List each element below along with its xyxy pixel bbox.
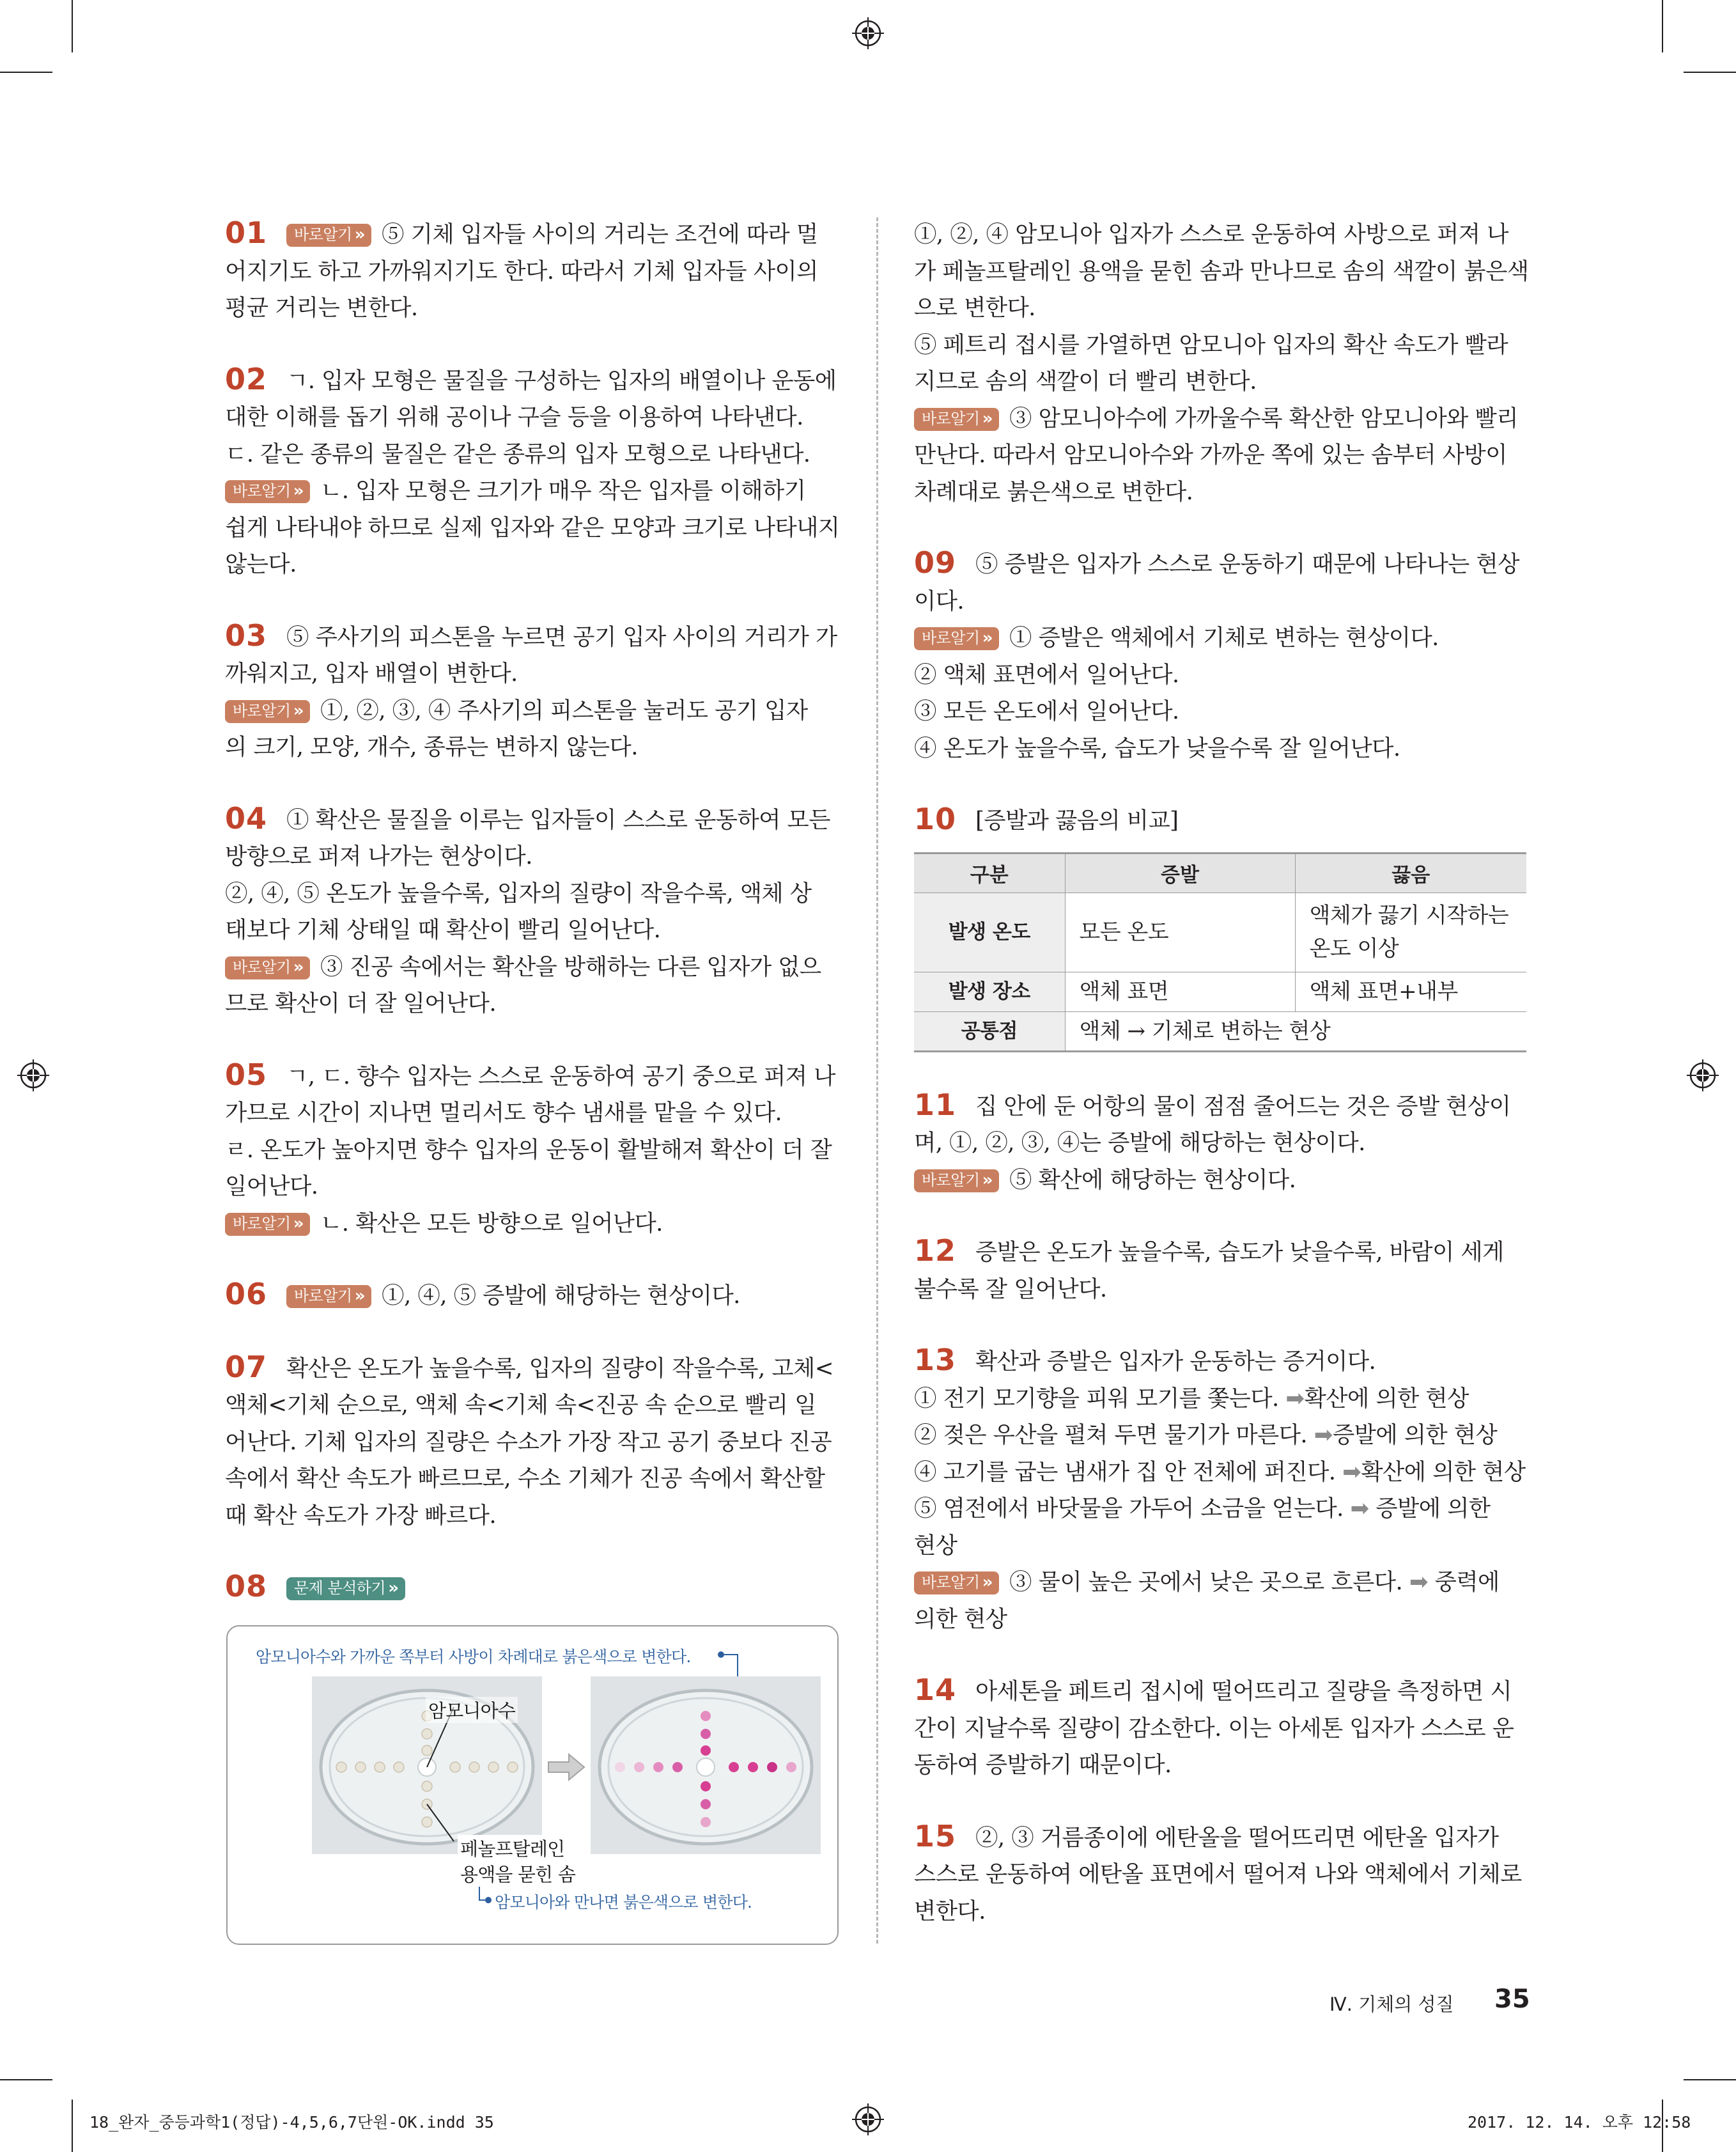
registration-mark-icon xyxy=(852,17,884,49)
answer-line: 바로알기 » ③ 암모니아수에 가까울수록 확산한 암모니아와 빨리 xyxy=(914,400,1526,437)
answer-line: 불수록 잘 일어난다. xyxy=(914,1275,1107,1302)
correction-badge: 바로알기 » xyxy=(225,956,310,979)
correction-badge: 바로알기 » xyxy=(914,1169,999,1192)
answer-line xyxy=(225,1570,839,1607)
table-row xyxy=(914,893,1526,972)
table-header: 증발 xyxy=(1065,853,1295,893)
answer-line: 액체<기체 순으로, 액체 속<기체 속<진공 속 순으로 빨리 일 xyxy=(225,1392,816,1418)
correction-badge: 바로알기 » xyxy=(914,408,999,431)
answer-line: 13 확산과 증발은 입자가 운동하는 증거이다. xyxy=(914,1343,1376,1377)
arrow-right-icon xyxy=(547,1753,585,1781)
answer-line: 바로알기 » ㄴ. 입자 모형은 크기가 매우 작은 입자를 이해하기 xyxy=(225,472,839,510)
answer-line: 태보다 기체 상태일 때 확산이 빨리 일어난다. xyxy=(225,917,661,943)
table-header-row xyxy=(914,853,1526,893)
answer-number: 15 xyxy=(914,1818,957,1853)
answer-09 xyxy=(914,546,1526,767)
answer-number: 06 xyxy=(225,1277,268,1311)
answer-line: 동하여 증발하기 때문이다. xyxy=(914,1752,1172,1778)
answer-number: 08 xyxy=(225,1569,268,1603)
answer-line: ② 액체 표면에서 일어난다. xyxy=(914,661,1179,688)
answer-line: 때 확산 속도가 가장 빠르다. xyxy=(225,1502,497,1529)
answer-line: 지므로 솜의 색깔이 더 빨리 변한다. xyxy=(914,368,1257,394)
answer-02 xyxy=(225,363,839,583)
correction-badge: 바로알기 » xyxy=(225,480,310,503)
table-cell: 액체 표면+내부 xyxy=(1295,972,1526,1011)
cotton-label-1: 페놀프탈레인 xyxy=(458,1835,567,1861)
answer-12 xyxy=(914,1234,1526,1307)
crop-mark xyxy=(72,0,73,52)
table-cell: 모든 온도 xyxy=(1065,893,1295,972)
double-chevron-icon: » xyxy=(293,481,304,501)
answer-line: 며, ①, ②, ③, ④는 증발에 해당하는 현상이다. xyxy=(914,1130,1365,1156)
arrow-right-icon: ➡ xyxy=(1314,1422,1333,1448)
answer-line: 쉽게 나타내야 하므로 실제 입자와 같은 모양과 크기로 나타내지 xyxy=(225,514,840,541)
answer-01 xyxy=(225,216,839,327)
answer-line: 바로알기 » ㄴ. 확산은 모든 방향으로 일어난다. xyxy=(225,1205,839,1242)
answer-number: 01 xyxy=(225,215,268,250)
answer-line: 가 페놀프탈레인 용액을 묻힌 솜과 만나므로 솜의 색깔이 붉은색 xyxy=(914,258,1529,285)
crop-mark xyxy=(1662,0,1663,52)
answer-line: ② 젖은 우산을 펼쳐 두면 물기가 마른다. ➡증발에 의한 현상 xyxy=(914,1422,1498,1448)
answer-line: 03 ⑤ 주사기의 피스톤을 누르면 공기 입자 사이의 거리가 가 xyxy=(225,618,837,653)
answer-line: 차례대로 붉은색으로 변한다. xyxy=(914,478,1193,505)
registration-mark-icon xyxy=(1687,1059,1719,1091)
registration-mark-icon xyxy=(17,1059,49,1091)
answer-line: 대한 이해를 돕기 위해 공이나 구슬 등을 이용하여 나타낸다. xyxy=(225,404,803,430)
answer-number: 14 xyxy=(914,1672,957,1707)
answer-line: 의 크기, 모양, 개수, 종류는 변하지 않는다. xyxy=(225,734,638,760)
answer-line: 이다. xyxy=(914,588,965,614)
answer-line: 가므로 시간이 지나면 멀리서도 향수 냄새를 맡을 수 있다. xyxy=(225,1100,782,1126)
answer-line: 02 ㄱ. 입자 모형은 물질을 구성하는 입자의 배열이나 운동에 xyxy=(225,361,837,396)
arrow-right-icon: ➡ xyxy=(1350,1495,1369,1522)
answer-08-continued xyxy=(914,216,1529,510)
answer-number: 04 xyxy=(225,800,268,836)
table-cell: 액체가 끓기 시작하는 온도 이상 xyxy=(1295,893,1526,972)
answer-line: 어난다. 기체 입자의 질량은 수소가 가장 작고 공기 중보다 진공 xyxy=(225,1428,832,1455)
answer-06 xyxy=(225,1277,839,1314)
answer-line: 의한 현상 xyxy=(914,1605,1007,1632)
answer-line: 05 ㄱ, ㄷ. 향수 입자는 스스로 운동하여 공기 중으로 퍼져 나 xyxy=(225,1057,835,1092)
answer-14 xyxy=(914,1673,1526,1784)
correction-badge: 바로알기 » xyxy=(225,1213,310,1236)
page-number: 35 xyxy=(1494,1984,1530,2014)
answer-04 xyxy=(225,802,839,1022)
double-chevron-icon: » xyxy=(293,957,304,977)
answer-10 xyxy=(914,802,1526,1052)
answer-number: 07 xyxy=(225,1349,268,1384)
answer-line: 바로알기 » ③ 물이 높은 곳에서 낮은 곳으로 흐른다. ➡ 중력에 xyxy=(914,1564,1526,1601)
answer-line: 않는다. xyxy=(225,551,297,577)
section-title: Ⅳ. 기체의 성질 xyxy=(1329,1993,1454,2015)
crop-mark xyxy=(0,2079,52,2080)
row-header: 공통점 xyxy=(914,1011,1065,1051)
table-row xyxy=(914,1011,1526,1051)
print-slug-file: 18_완자_중등과학1(정답)-4,5,6,7단원-OK.indd 35 xyxy=(89,2113,494,2132)
petri-dish-after-photo xyxy=(591,1676,821,1854)
answer-number: 03 xyxy=(225,618,268,653)
left-column xyxy=(225,216,839,1642)
answer-line xyxy=(914,802,1526,839)
table-title: [증발과 끓음의 비교] xyxy=(975,807,1179,834)
answer-line: 현상 xyxy=(914,1532,957,1559)
answer-line: ②, ④, ⑤ 온도가 높을수록, 입자의 질량이 작을수록, 액체 상 xyxy=(225,880,812,907)
crop-mark xyxy=(1684,2079,1736,2080)
answer-number: 12 xyxy=(914,1233,957,1268)
answer-number: 05 xyxy=(225,1057,268,1092)
answer-03 xyxy=(225,619,839,766)
answer-line: 바로알기 » ① 증발은 액체에서 기체로 변하는 현상이다. xyxy=(914,620,1526,657)
print-slug-date: 2017. 12. 14. 오후 12:58 xyxy=(1468,2113,1691,2132)
double-chevron-icon: » xyxy=(293,1213,304,1233)
arrow-right-icon: ➡ xyxy=(1285,1385,1305,1412)
figure-caption-top: 암모니아수와 가까운 쪽부터 사방이 차례대로 붉은색으로 변한다. xyxy=(256,1648,691,1666)
answer-line: ① 전기 모기향을 피워 모기를 쫓는다. ➡확산에 의한 현상 xyxy=(914,1385,1469,1412)
answer-13 xyxy=(914,1343,1526,1637)
answer-line: 바로알기 » ①, ②, ③, ④ 주사기의 피스톤을 눌러도 공기 입자 xyxy=(225,692,839,729)
answer-line: ④ 고기를 굽는 냄새가 집 안 전체에 퍼진다. ➡확산에 의한 현상 xyxy=(914,1458,1526,1485)
answer-number: 13 xyxy=(914,1343,957,1377)
double-chevron-icon: » xyxy=(354,225,366,244)
answer-line: ⑤ 페트리 접시를 가열하면 암모니아 입자의 확산 속도가 빨라 xyxy=(914,331,1508,358)
answer-number: 10 xyxy=(914,802,957,836)
double-chevron-icon: » xyxy=(354,1286,366,1306)
answer-line: 변한다. xyxy=(914,1898,986,1924)
answer-number: 02 xyxy=(225,361,268,396)
answer-line: 바로알기 » ⑤ 확산에 해당하는 현상이다. xyxy=(914,1162,1526,1199)
answer-line: 07 확산은 온도가 높을수록, 입자의 질량이 작을수록, 고체< xyxy=(225,1349,833,1384)
right-column xyxy=(914,216,1529,1965)
answer-line: ④ 온도가 높을수록, 습도가 낮을수록 잘 일어난다. xyxy=(914,735,1400,761)
double-chevron-icon: » xyxy=(982,628,993,648)
registration-mark-icon xyxy=(852,2103,884,2135)
answer-line: 11 집 안에 둔 어항의 물이 점점 줄어드는 것은 증발 현상이 xyxy=(914,1087,1511,1122)
table-row xyxy=(914,972,1526,1011)
answer-line: 스스로 운동하여 에탄올 표면에서 떨어져 나와 액체에서 기체로 xyxy=(914,1861,1522,1887)
answer-line: 방향으로 퍼져 나가는 현상이다. xyxy=(225,843,532,869)
double-chevron-icon: » xyxy=(982,409,993,428)
table-header: 구분 xyxy=(914,853,1065,893)
answer-15 xyxy=(914,1820,1526,1930)
double-chevron-icon: » xyxy=(293,701,304,721)
answer-number: 09 xyxy=(914,545,957,580)
answer-08 xyxy=(225,1570,839,1607)
correction-badge: 바로알기 » xyxy=(286,1285,371,1308)
double-chevron-icon: » xyxy=(982,1573,993,1592)
answer-line: 어지기도 하고 가까워지기도 한다. 따라서 기체 입자들 사이의 xyxy=(225,258,818,285)
crop-mark xyxy=(0,72,52,73)
answer-line: 14 아세톤을 페트리 접시에 떨어뜨리고 질량을 측정하면 시 xyxy=(914,1672,1512,1707)
experiment-figure xyxy=(226,1625,839,1945)
answer-number: 11 xyxy=(914,1087,957,1122)
answer-11 xyxy=(914,1088,1526,1199)
analysis-badge: 문제 분석하기 » xyxy=(286,1577,405,1600)
table-cell: 액체 표면 xyxy=(1065,972,1295,1011)
ammonia-label: 암모니아수 xyxy=(426,1697,518,1723)
table-header: 끓음 xyxy=(1295,853,1526,893)
answer-05 xyxy=(225,1058,839,1242)
answer-line: 평균 거리는 변한다. xyxy=(225,295,418,321)
answer-07 xyxy=(225,1350,839,1534)
answer-line: 바로알기 » ③ 진공 속에서는 확산을 방해하는 다른 입자가 없으 xyxy=(225,949,839,986)
answer-line: 12 증발은 온도가 높을수록, 습도가 낮을수록, 바람이 세게 xyxy=(914,1233,1504,1268)
correction-badge: 바로알기 » xyxy=(225,700,310,723)
answer-line: ㄷ. 같은 종류의 물질은 같은 종류의 입자 모형으로 나타낸다. xyxy=(225,441,810,467)
answer-line: 간이 지날수록 질량이 감소한다. 이는 아세톤 입자가 스스로 운 xyxy=(914,1715,1514,1742)
crop-mark xyxy=(72,2100,73,2152)
answer-line: 09 ⑤ 증발은 입자가 스스로 운동하기 때문에 나타나는 현상 xyxy=(914,545,1519,580)
correction-badge: 바로알기 » xyxy=(914,627,999,650)
arrow-right-icon: ➡ xyxy=(1409,1569,1428,1595)
answer-line: 04 ① 확산은 물질을 이루는 입자들이 스스로 운동하여 모든 xyxy=(225,800,830,836)
answer-line: ⑤ 염전에서 바닷물을 가두어 소금을 얻는다. ➡ 증발에 의한 xyxy=(914,1495,1491,1522)
double-chevron-icon: » xyxy=(388,1579,399,1598)
double-chevron-icon: » xyxy=(982,1170,993,1190)
answer-line: 일어난다. xyxy=(225,1173,318,1199)
cotton-label-2: 용액을 묻힌 솜 xyxy=(458,1860,578,1887)
answer-line: ①, ②, ④ 암모니아 입자가 스스로 운동하여 사방으로 퍼져 나 xyxy=(914,221,1508,247)
correction-badge: 바로알기 » xyxy=(286,224,371,247)
answer-line: 06 바로알기 » ①, ④, ⑤ 증발에 해당하는 현상이다. xyxy=(225,1277,740,1311)
arrow-right-icon: ➡ xyxy=(1342,1458,1361,1485)
row-header: 발생 온도 xyxy=(914,893,1065,972)
row-header: 발생 장소 xyxy=(914,972,1065,1011)
column-divider xyxy=(876,217,878,1944)
answer-line: 까워지고, 입자 배열이 변한다. xyxy=(225,660,518,687)
correction-badge: 바로알기 » xyxy=(914,1571,999,1595)
figure-caption-bottom: 암모니아와 만나면 붉은색으로 변한다. xyxy=(495,1893,752,1912)
answer-line: 므로 확산이 더 잘 일어난다. xyxy=(225,990,497,1017)
answer-line: 01 바로알기 » ⑤ 기체 입자들 사이의 거리는 조건에 따라 멀 xyxy=(225,215,818,250)
answer-line: ㄹ. 온도가 높아지면 향수 입자의 운동이 활발해져 확산이 더 잘 xyxy=(225,1136,832,1163)
answer-line: 으로 변한다. xyxy=(914,295,1035,321)
answer-line: 속에서 확산 속도가 빠르므로, 수소 기체가 진공 속에서 확산할 xyxy=(225,1465,825,1492)
answer-line: 15 ②, ③ 거름종이에 에탄올을 떨어뜨리면 에탄올 입자가 xyxy=(914,1818,1499,1853)
comparison-table xyxy=(914,852,1526,1052)
answer-line: ③ 모든 온도에서 일어난다. xyxy=(914,698,1179,724)
answer-line: 만난다. 따라서 암모니아수와 가까운 쪽에 있는 솜부터 사방이 xyxy=(914,442,1507,468)
table-cell: 액체 → 기체로 변하는 현상 xyxy=(1065,1011,1526,1051)
crop-mark xyxy=(1684,72,1736,73)
